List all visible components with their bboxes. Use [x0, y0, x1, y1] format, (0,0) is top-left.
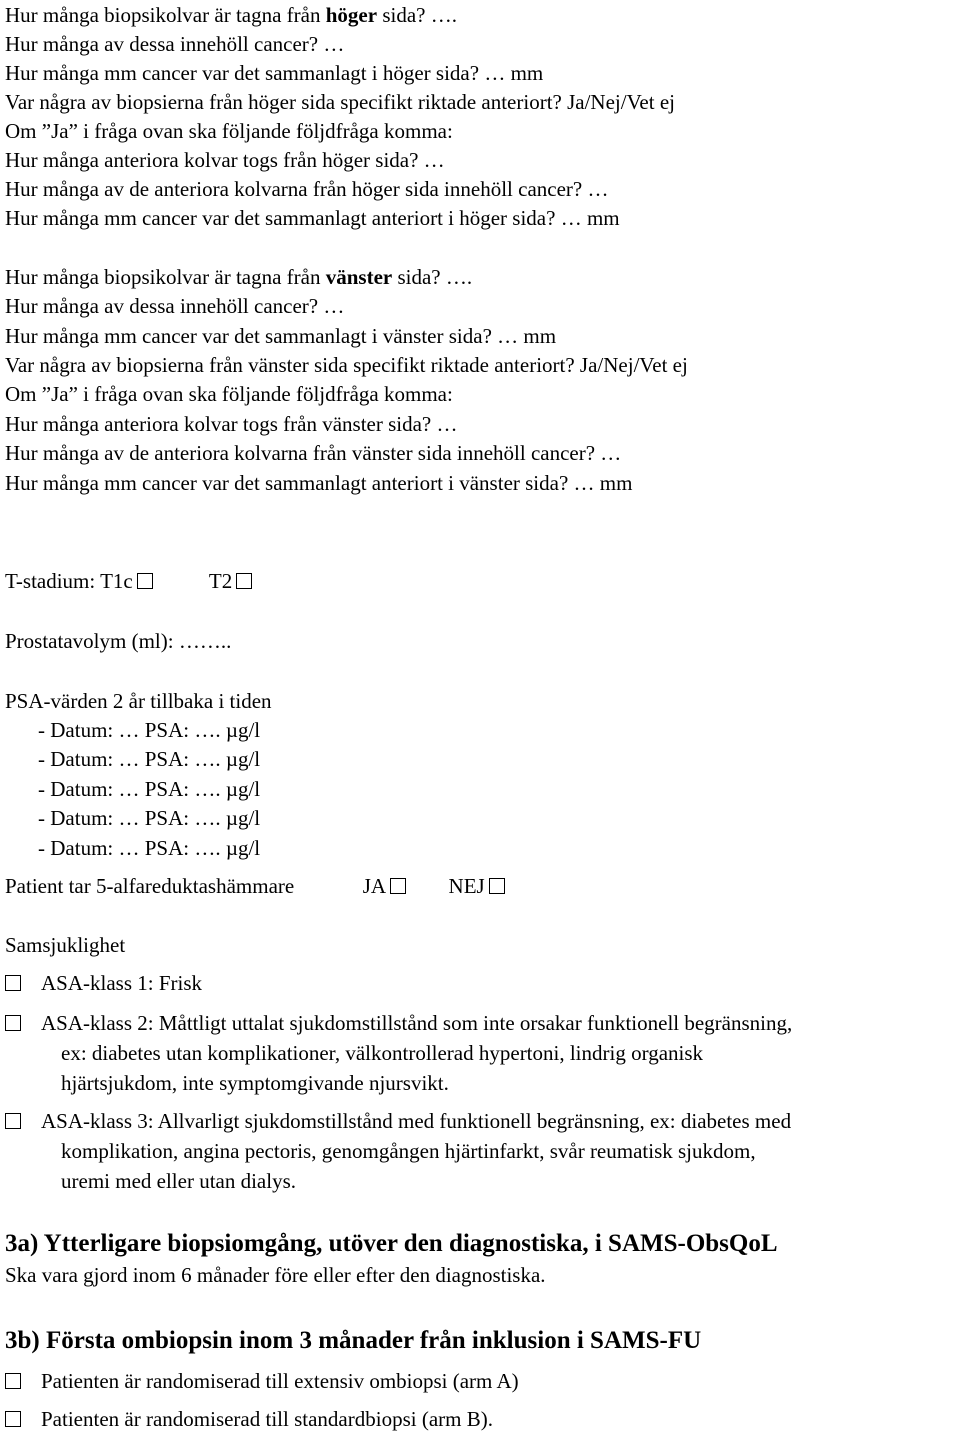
psa-row: - Datum: … PSA: …. µg/l: [38, 806, 261, 830]
vanster-q2: Hur många av dessa innehöll cancer? …: [5, 294, 345, 318]
samsjuklighet-heading: Samsjuklighet: [5, 933, 126, 957]
vanster-q7: Hur många av de anteriora kolvarna från vänster sida innehöll cancer? …: [5, 441, 622, 465]
alfa-row: [5, 871, 505, 901]
section3b-heading: 3b) Första ombiopsin inom 3 månader från inklusion i SAMS-FU: [5, 1327, 702, 1354]
hoger-q7: Hur många av de anteriora kolvarna från höger sida innehöll cancer? …: [5, 177, 609, 201]
vanster-q3: Hur många mm cancer var det sammanlagt i vänster sida? … mm: [5, 324, 557, 348]
ja-checkbox[interactable]: [390, 878, 406, 894]
alfa-label: Patient tar 5-alfareduktashämmare: [5, 874, 295, 898]
nej-label: NEJ: [448, 874, 485, 898]
psa-heading: PSA-värden 2 år tillbaka i tiden: [5, 689, 272, 713]
tstadium-row: [5, 566, 252, 596]
asa2-text: hjärtsjukdom, inte symptomgivande njursvikt.: [61, 1071, 449, 1095]
arm-a-label: Patienten är randomiserad till extensiv ombiopsi (arm A): [41, 1369, 519, 1393]
asa3-text: ASA-klass 3: Allvarligt sjukdomstillstånd med funktionell begränsning, ex: diabetes med: [41, 1109, 792, 1133]
asa3-item: [5, 1106, 960, 1196]
asa3-text: komplikation, angina pectoris, genomgången hjärtinfarkt, svår reumatisk sjukdom,: [61, 1139, 756, 1163]
hoger-q2: Hur många av dessa innehöll cancer? …: [5, 32, 345, 56]
arm-b-checkbox[interactable]: [5, 1411, 21, 1427]
arm-a-checkbox[interactable]: [5, 1373, 21, 1389]
psa-row: - Datum: … PSA: …. µg/l: [38, 747, 261, 771]
hoger-q3: Hur många mm cancer var det sammanlagt i höger sida? … mm: [5, 61, 544, 85]
hoger-q6: Hur många anteriora kolvar togs från höger sida? …: [5, 148, 445, 172]
t2-label: T2: [208, 569, 233, 593]
asa1-item: [5, 968, 960, 998]
nej-checkbox[interactable]: [489, 878, 505, 894]
hoger-q8: Hur många mm cancer var det sammanlagt anteriort i höger sida? … mm: [5, 206, 620, 230]
psa-row: - Datum: … PSA: …. µg/l: [38, 718, 261, 742]
asa1-text: ASA-klass 1: Frisk: [41, 971, 203, 995]
t2-checkbox[interactable]: [236, 573, 252, 589]
asa1-checkbox[interactable]: [5, 975, 21, 991]
hoger-q4: Var några av biopsierna från höger sida specifikt riktade anteriort? Ja/Nej/Vet ej: [5, 90, 675, 114]
asa2-checkbox[interactable]: [5, 1015, 21, 1031]
asa2-text: ex: diabetes utan komplikationer, välkontrollerad hypertoni, lindrig organisk: [61, 1041, 704, 1065]
hoger-q5: Om ”Ja” i fråga ovan ska följande följdfråga komma:: [5, 119, 453, 143]
section3a-text: Ska vara gjord inom 6 månader före eller efter den diagnostiska.: [5, 1263, 546, 1287]
vanster-q5: Om ”Ja” i fråga ovan ska följande följdfråga komma:: [5, 382, 453, 406]
asa2-item: [5, 1008, 960, 1098]
tstadium-label: T-stadium: T1c: [5, 569, 133, 593]
asa2-text: ASA-klass 2: Måttligt uttalat sjukdomstillstånd som inte orsakar funktionell begränsning,: [41, 1011, 793, 1035]
arm-a-option: [5, 1366, 519, 1396]
asa3-checkbox[interactable]: [5, 1113, 21, 1129]
prostatavolym: Prostatavolym (ml): ……..: [5, 629, 232, 653]
section3a-heading: 3a) Ytterligare biopsiomgång, utöver den diagnostiska, i SAMS-ObsQoL: [5, 1230, 778, 1257]
hoger-q1: Hur många biopsikolvar är tagna från höger sida? ….: [5, 3, 457, 27]
asa3-text: uremi med eller utan dialys.: [61, 1169, 297, 1193]
vanster-q4: Var några av biopsierna från vänster sida specifikt riktade anteriort? Ja/Nej/Vet ej: [5, 353, 688, 377]
psa-row: - Datum: … PSA: …. µg/l: [38, 777, 261, 801]
vanster-q6: Hur många anteriora kolvar togs från vänster sida? …: [5, 412, 458, 436]
psa-row: - Datum: … PSA: …. µg/l: [38, 836, 261, 860]
arm-b-label: Patienten är randomiserad till standardbiopsi (arm B).: [41, 1407, 493, 1431]
t1c-checkbox[interactable]: [137, 573, 153, 589]
vanster-q8: Hur många mm cancer var det sammanlagt anteriort i vänster sida? … mm: [5, 471, 633, 495]
arm-b-option: [5, 1404, 493, 1434]
ja-label: JA: [362, 874, 387, 898]
vanster-q1: Hur många biopsikolvar är tagna från vänster sida? ….: [5, 265, 473, 289]
